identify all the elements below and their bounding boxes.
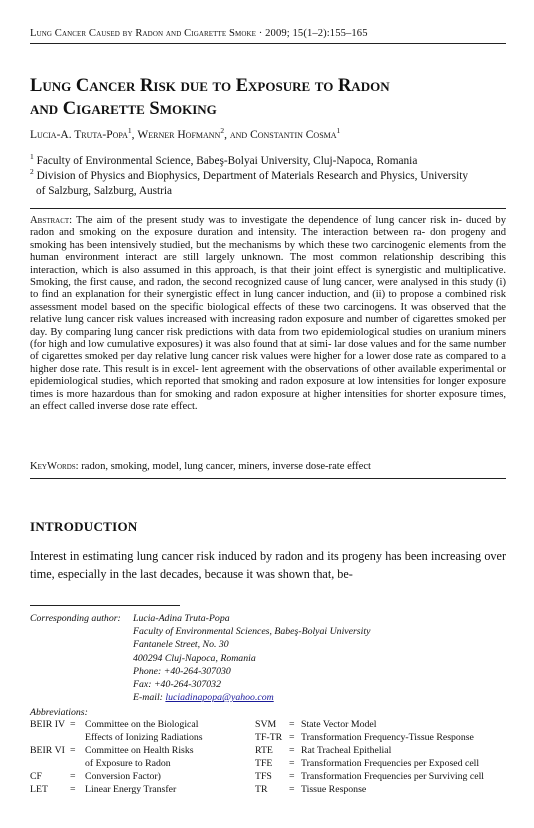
title-line-2: and Cigarette Smoking <box>30 99 217 119</box>
author-name: Werner Hofmann <box>137 128 221 141</box>
abbreviation-equals: = <box>289 744 295 756</box>
abbreviation: TR <box>255 783 268 795</box>
abbreviation-row <box>255 758 515 771</box>
email-label: E-mail: <box>133 692 166 704</box>
abbreviation-expansion: Rat Tracheal Epithelial <box>301 744 392 756</box>
abstract-top-rule <box>30 208 506 209</box>
abbreviation-expansion: Transformation Frequencies per Exposed cell <box>301 757 480 769</box>
abbreviation-row <box>255 719 515 732</box>
keywords-text: radon, smoking, model, lung cancer, miners, inverse dose-rate effect <box>81 461 371 472</box>
corresponding-author-faculty: Faculty of Environmental Sciences, Babeş-Bolyai University <box>133 626 371 638</box>
corresponding-author-email-row <box>133 691 493 704</box>
abbreviations-title: Abbreviations: <box>30 707 88 718</box>
intro-paragraph: Interest in estimating lung cancer risk induced by radon and its progeny has been increasing over time, especially in the last decades, because it was shown that, be- <box>30 549 506 581</box>
author-separator: , and <box>224 128 251 141</box>
author-affiliation-mark: 1 <box>336 126 341 135</box>
abbreviation-expansion: Conversion Factor) <box>85 770 161 782</box>
affiliation-text: Division of Physics and Biophysics, Department of Materials Research and Physics, University <box>36 169 468 182</box>
abbreviation-row <box>30 745 260 758</box>
corresponding-author-street: Fantanele Street, No. 30 <box>133 639 229 651</box>
section-heading: INTRODUCTION <box>30 519 138 534</box>
abbreviation-equals: = <box>70 744 76 756</box>
abbreviation-expansion: Tissue Response <box>301 783 367 795</box>
abbreviation-expansion: State Vector Model <box>301 719 377 730</box>
keywords-label: KeyWords: <box>30 461 79 472</box>
abstract-text: The aim of the present study was to investigate the dependence of lung cancer risk in- duced by radon and smoking on the exposure duration and intensity. The interaction between ra- don progeny and smoking has been intensively studied, but the mechanisms by which these two carcinogenic elements from the human environment interact are still largely unknown. The most common relationship describing this interaction, which is also assumed in this approach, is that their joint effect is synergistic and multiplicative. Smoking, the first cause, and radon, the second recognized cause of lung cancer, were analysed in this study (i) to find an explanation for their synergistic effect in lung cancer induction, and (ii) to propose a combined risk assessment model based on the specific biological effects of these two carcinogens. It was observed that the relative lung cancer risk values increased with increasing radon exposure and number of cigarettes smoked per day. By comparing lung cancer risk predictions with data from two epidemiological studies on uranium miners (for high and low cumulative exposures) it was also found that at simi- lar dose values and for the same number of cigarettes smoked per day relative lung cancer risk values were higher for a lower dose rate as compared to a higher dose rate. This result is in excel- lent agreement with the observations of other available experimental or epidemiological studies, which reported that smoking and radon exposure at low intensities for longer exposure times is more hazardous than for smoking and radon exposure at higher intensities for shorter exposure times, an effect called inverse dose rate effect. <box>30 215 506 413</box>
abbreviation-equals: = <box>289 757 295 769</box>
abbreviation: LET <box>30 783 48 795</box>
author-name: Lucia-A. Truta-Popa <box>30 128 128 141</box>
abbreviation-expansion: Transformation Frequency-Tissue Response <box>301 731 474 743</box>
abbreviation: BEIR VI <box>30 744 65 756</box>
abbreviation-expansion: Transformation Frequencies per Surviving cell <box>301 770 485 782</box>
email-link[interactable]: luciadinapopa@yahoo.com <box>165 692 274 704</box>
abstract <box>30 215 506 414</box>
paper-title <box>30 75 506 121</box>
corresponding-author-name: Lucia-Adina Truta-Popa <box>133 613 230 624</box>
affiliation-mark: 2 <box>30 167 34 176</box>
abbreviation-row-cont: Effects of Ionizing Radiations <box>85 731 203 743</box>
abbreviation-equals: = <box>289 770 295 782</box>
abstract-label: Abstract: <box>30 215 73 226</box>
abbreviation-equals: = <box>289 731 295 743</box>
abbreviation-equals: = <box>70 719 76 730</box>
abbreviation-equals: = <box>70 783 76 795</box>
abbreviation-row <box>30 784 260 797</box>
author-list <box>30 126 506 141</box>
abbreviation-row <box>255 732 515 745</box>
abbreviation-row <box>255 745 515 758</box>
abbreviation-equals: = <box>70 770 76 782</box>
running-head: Lung Cancer Caused by Radon and Cigarette Smoke · 2009; 15(1–2):155–165 <box>30 28 506 44</box>
keywords <box>30 461 506 473</box>
author-name: Constantin Cosma <box>250 128 337 141</box>
abbreviation-expansion: Linear Energy Transfer <box>85 783 177 795</box>
corresponding-author-label: Corresponding author: <box>30 613 121 624</box>
abbreviation: CF <box>30 770 42 782</box>
affiliation-2 <box>30 164 506 200</box>
abbreviation: TF-TR <box>255 731 283 743</box>
abbreviation-row-cont: of Exposure to Radon <box>85 757 171 769</box>
abbreviation-expansion: Committee on the Biological <box>85 719 199 730</box>
abbreviations-left-column <box>30 719 260 796</box>
affiliation-mark: 1 <box>30 152 34 161</box>
abbreviation: TFE <box>255 757 273 769</box>
author-separator: , <box>131 128 138 141</box>
footnote-rule <box>30 605 180 606</box>
abbreviation-row <box>255 771 515 784</box>
abbreviation: RTE <box>255 744 273 756</box>
affiliation-text-cont: of Salzburg, Salzburg, Austria <box>36 185 173 198</box>
corresponding-author-fax: Fax: +40-264-307032 <box>133 679 221 691</box>
abbreviation: TFS <box>255 770 272 782</box>
abbreviation: SVM <box>255 719 277 730</box>
affiliation-text: Faculty of Environmental Science, Babeş-Bolyai University, Cluj-Napoca, Romania <box>36 154 418 167</box>
title-line-1: Lung Cancer Risk due to Exposure to Radon <box>30 76 390 96</box>
abbreviation: BEIR IV <box>30 719 66 730</box>
abbreviation-row <box>255 784 515 797</box>
corresponding-author-city: 400294 Cluj-Napoca, Romania <box>133 652 256 664</box>
abbreviations-right-column <box>255 719 515 796</box>
abbreviation-expansion: Committee on Health Risks <box>85 744 194 756</box>
author-affiliation-mark: 1 <box>127 126 132 135</box>
abbreviation-equals: = <box>289 719 295 730</box>
corresponding-author-phone: Phone: +40-264-307030 <box>133 665 231 677</box>
author-affiliation-mark: 2 <box>220 126 225 135</box>
abbreviation-row <box>30 771 260 784</box>
abstract-bottom-rule <box>30 478 506 479</box>
abbreviation-row <box>30 719 260 732</box>
abbreviation-equals: = <box>289 783 295 795</box>
